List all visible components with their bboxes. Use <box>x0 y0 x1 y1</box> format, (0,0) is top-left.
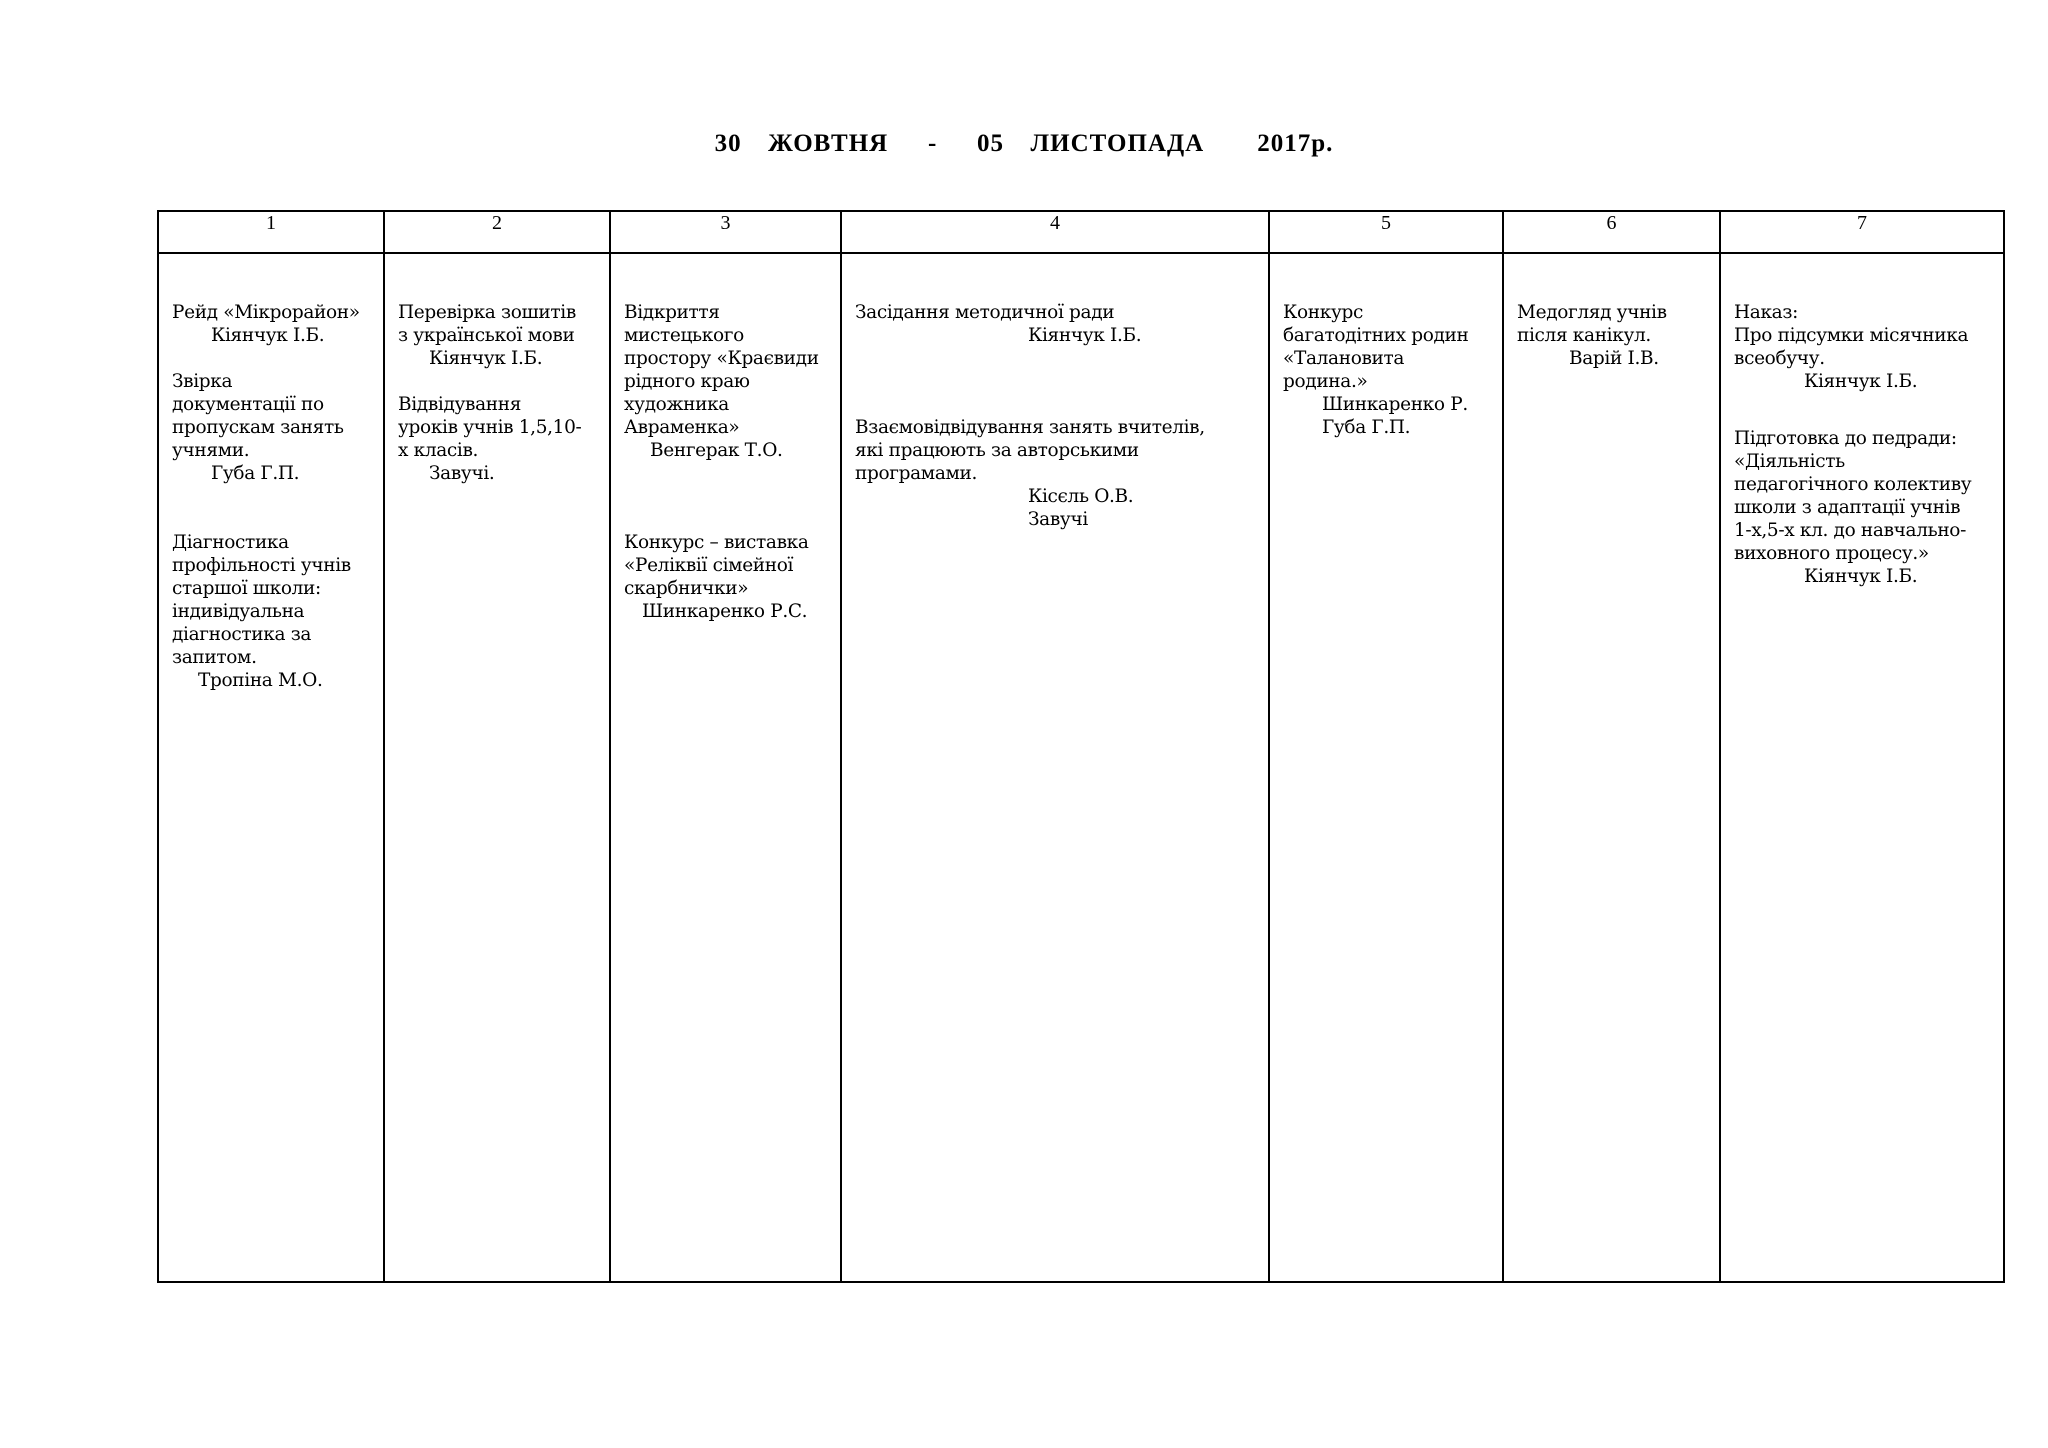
entry-responsible: Губа Г.П. <box>211 463 300 484</box>
schedule-entry <box>624 301 830 462</box>
schedule-cell <box>384 253 610 1282</box>
schedule-entry <box>1517 301 1709 370</box>
entry-text: Відкриття мистецького простору «Краєвиди рідного краю художника Авраменка» <box>624 302 819 438</box>
entry-responsible: Кіянчук І.Б. <box>211 325 325 346</box>
entry-text: Конкурс – виставка «Реліквії сімейної скарбнички» <box>624 532 809 599</box>
schedule-entry <box>624 531 830 623</box>
column-number: 1 <box>158 211 384 253</box>
entry-text: Підготовка до педради: «Діяльність педагогічного колективу школи з адаптації учнів 1-х,5-х кл. до навчально- виховного процесу.» <box>1734 428 1972 564</box>
column-number: 3 <box>610 211 841 253</box>
entry-responsible: Кіянчук І.Б. <box>1804 371 1918 392</box>
schedule-entry <box>172 301 373 347</box>
entry-text: Наказ: Про підсумки місячника всеобучу. <box>1734 302 1969 369</box>
entry-responsible: Шинкаренко Р. Губа Г.П. <box>1322 394 1468 438</box>
entry-responsible: Шинкаренко Р.С. <box>642 601 808 622</box>
column-number: 7 <box>1720 211 2004 253</box>
entry-text: Перевірка зошитів з української мови <box>398 302 576 346</box>
entry-text: Діагностика профільності учнів старшої школи: індивідуальна діагностика за запитом. <box>172 532 351 668</box>
entry-text: Засідання методичної ради <box>855 302 1115 323</box>
entry-text: Медогляд учнів після канікул. <box>1517 302 1667 346</box>
schedule-entry <box>172 531 373 692</box>
schedule-cell <box>841 253 1269 1282</box>
entry-responsible: Варій І.В. <box>1569 348 1659 369</box>
entry-responsible: Кіянчук І.Б. <box>429 348 543 369</box>
schedule-cell <box>610 253 841 1282</box>
entry-text: Звірка документації по пропускам занять учнями. <box>172 371 344 461</box>
schedule-table <box>157 210 2005 1283</box>
schedule-entry <box>398 393 599 485</box>
schedule-cell <box>1503 253 1720 1282</box>
column-number: 6 <box>1503 211 1720 253</box>
schedule-entry <box>855 416 1258 531</box>
column-number: 2 <box>384 211 610 253</box>
schedule-row <box>158 253 2004 1282</box>
entry-responsible: Завучі. <box>429 463 495 484</box>
schedule-entry <box>1734 427 1993 588</box>
schedule-cell <box>1269 253 1503 1282</box>
column-number: 5 <box>1269 211 1503 253</box>
column-number: 4 <box>841 211 1269 253</box>
entry-responsible: Венгерак Т.О. <box>650 440 783 461</box>
entry-responsible: Тропіна М.О. <box>198 670 323 691</box>
schedule-entry <box>855 301 1258 347</box>
schedule-entry <box>1283 301 1492 439</box>
page-title: 30 ЖОВТНЯ - 05 ЛИСТОПАДА 2017р. <box>714 130 1334 157</box>
column-number-row <box>158 211 2004 253</box>
entry-responsible: Кісєль О.В. Завучі <box>1028 486 1134 530</box>
schedule-entry <box>1734 301 1993 393</box>
entry-text: Відвідування уроків учнів 1,5,10- х класів. <box>398 394 582 461</box>
schedule-cell <box>158 253 384 1282</box>
entry-responsible: Кіянчук І.Б. <box>1804 566 1918 587</box>
entry-text: Конкурс багатодітних родин «Талановита родина.» <box>1283 302 1469 392</box>
entry-responsible: Кіянчук І.Б. <box>1028 325 1142 346</box>
schedule-cell <box>1720 253 2004 1282</box>
entry-text: Рейд «Мікрорайон» <box>172 302 360 323</box>
schedule-entry <box>172 370 373 485</box>
entry-text: Взаємовідвідування занять вчителів, які працюють за авторськими програмами. <box>855 417 1205 484</box>
schedule-entry <box>398 301 599 370</box>
